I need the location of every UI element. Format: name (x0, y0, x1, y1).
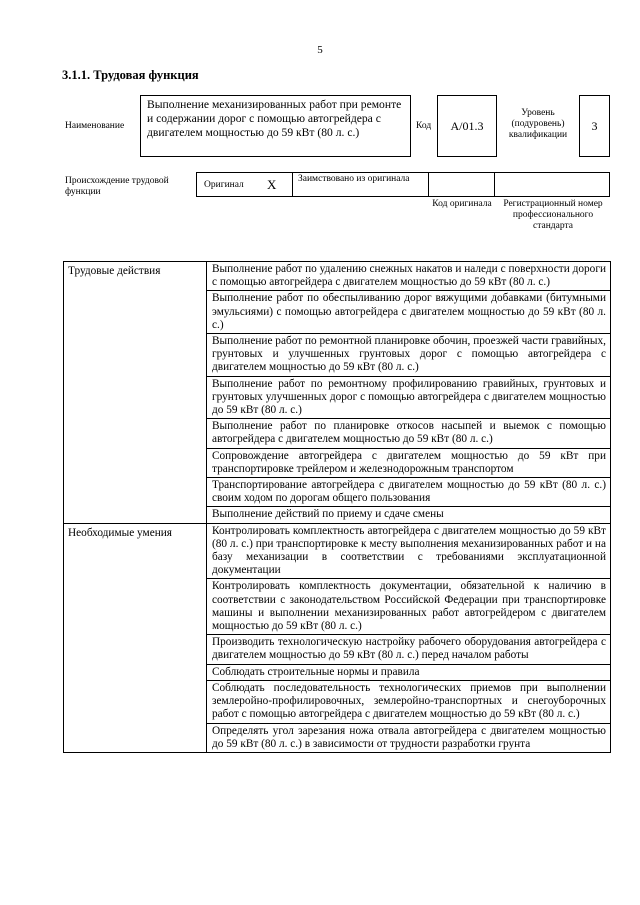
origin-original-cell (197, 173, 293, 196)
table-row (64, 262, 611, 291)
skill-item: Соблюдать строительные нормы и правила (207, 664, 611, 680)
origin-reg-cell (495, 173, 609, 196)
function-name-value: Выполнение механизированных работ при ремонте и содержании дорог с помощью автогрейдера с двигателем мощностью до 59 кВт (80 л. с.) (147, 98, 402, 140)
reg-number-label: Регистрационный номер профессионального стандарта (503, 199, 603, 231)
level-box (579, 95, 610, 157)
code-value: A/01.3 (450, 118, 484, 133)
original-label: Оригинал (204, 180, 244, 190)
labor-action-item: Сопровождение автогрейдера с двигателем мощностью до 59 кВт при транспортировке трейлером и железнодорожным транспортом (207, 448, 611, 477)
code-label: Код (416, 121, 432, 131)
skill-item: Соблюдать последовательность технологических приемов при выполнении землеройно-профилировочных, землеройно-транспортных и снегоуборочных работ с помощью автогрейдера с двигателем мощностью до 59 кВт (80 л. с.) (207, 680, 611, 723)
skill-item: Контролировать комплектность автогрейдера с двигателем мощностью до 59 кВт (80 л. с.) при транспортировке к месту выполнения механизированных работ и на базу механизации в соответствии с требованиями эксплуатационной документации (207, 523, 611, 579)
labor-action-item: Выполнение работ по планировке откосов насыпей и выемок с помощью автогрейдера с двигателем мощностью до 59 кВт (80 л. с.) (207, 419, 611, 448)
origin-label: Происхождение трудовой функции (65, 176, 169, 197)
name-label: Наименование (65, 121, 125, 131)
original-mark: X (267, 177, 277, 192)
table-row (64, 523, 611, 579)
skills-label: Необходимые умения (64, 523, 207, 752)
code-box (437, 95, 497, 157)
level-value: 3 (591, 118, 598, 133)
section-title: 3.1.1. Трудовая функция (62, 68, 199, 82)
labor-action-item: Выполнение работ по удалению снежных накатов и наледи с поверхности дороги с помощью автогрейдера с двигателем мощностью до 59 кВт (80 л. с.) (207, 262, 611, 291)
labor-action-item: Выполнение работ по ремонтному профилированию гравийных, грунтовых и грунтовых улучшенных дорог с помощью автогрейдера с двигателем мощностью до 59 кВт (80 л. с.) (207, 376, 611, 419)
page-number: 5 (317, 44, 323, 56)
function-name-box (140, 95, 411, 157)
origin-borrowed-cell (293, 173, 429, 196)
origin-row (196, 172, 610, 197)
borrowed-label: Заимствовано из оригинала (298, 174, 410, 184)
functions-table (63, 261, 611, 753)
skill-item: Определять угол зарезания ножа отвала автогрейдера с двигателем мощностью до 59 кВт (80 л. с.) в зависимости от трудности разработки грунта (207, 723, 611, 752)
skill-item: Производить технологическую настройку рабочего оборудования автогрейдера с двигателем мощностью до 59 кВт (80 л. с.) перед началом работы (207, 635, 611, 664)
code-original-label: Код оригинала (432, 199, 492, 209)
skill-item: Контролировать комплектность документации, обязательной к наличию в соответствии с законодательством Российской Федерации при транспортировке машины и выполнении механизированных работ автогрейдером с двигателем мощностью до 59 кВт (80 л. с.) (207, 579, 611, 635)
labor-action-item: Выполнение работ по ремонтной планировке обочин, проезжей части гравийных, грунтовых и улучшенных грунтовых дорог с помощью автогрейдера с двигателем мощностью до 59 кВт (80 л. с.) (207, 334, 611, 377)
origin-code-cell (429, 173, 495, 196)
labor-action-item: Транспортирование автогрейдера с двигателем мощностью до 59 кВт (80 л. с.) своим ходом по дорогам общего пользования (207, 478, 611, 507)
level-label: Уровень (подуровень) квалификации (508, 108, 568, 140)
labor-action-item: Выполнение действий по приему и сдаче смены (207, 507, 611, 523)
labor-action-item: Выполнение работ по обеспыливанию дорог вяжущими добавками (битумными эмульсиями) с помощью автогрейдера с двигателем мощностью до 59 кВт (80 л. с.) (207, 291, 611, 334)
labor-actions-label: Трудовые действия (64, 262, 207, 524)
